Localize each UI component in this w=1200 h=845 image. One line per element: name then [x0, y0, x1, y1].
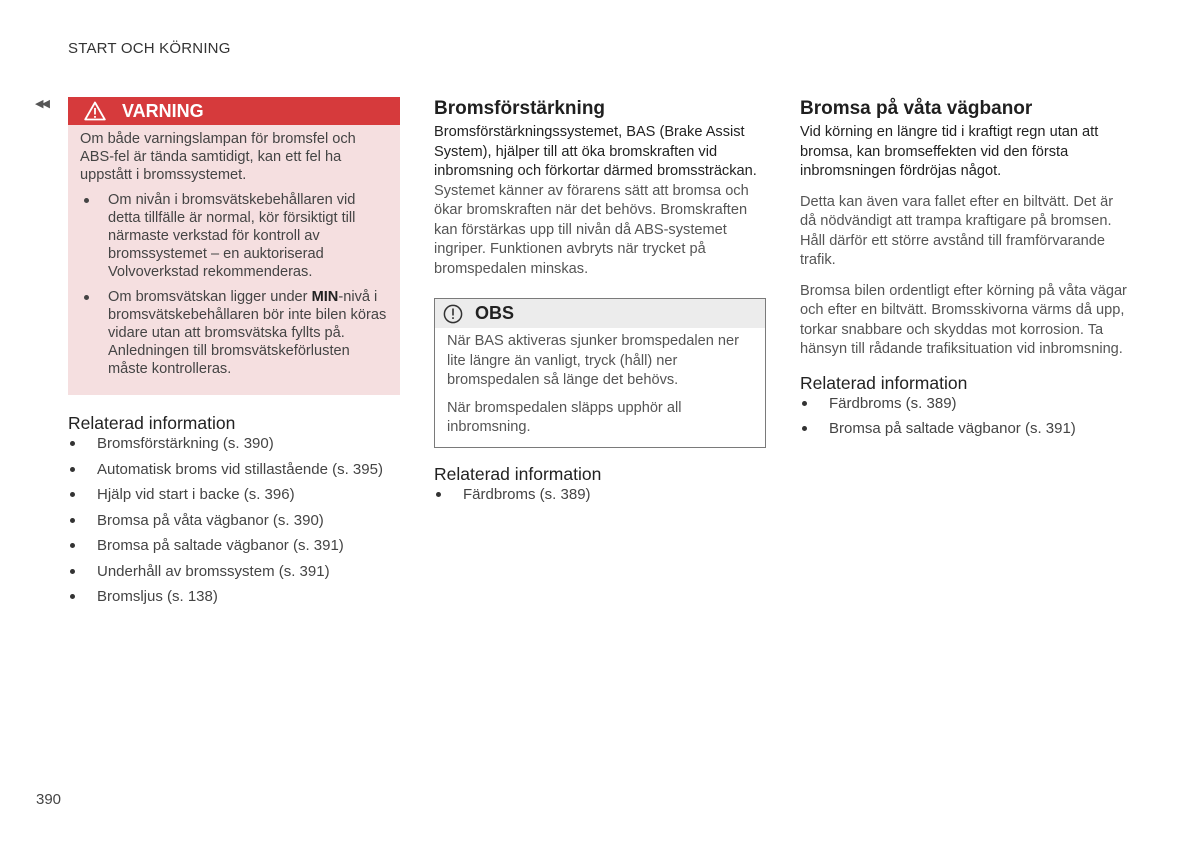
section-paragraph: Detta kan även vara fallet efter en biltvätt. Det är då nödvändigt att trampa kraftigare på bromsen. Håll därför ett större avstånd till framförvarande trafik.: [800, 193, 1114, 268]
column-right: [800, 97, 1130, 445]
warning-list-item: Om nivån i bromsvätskebehållaren vid detta tillfälle är normal, kör försiktigt till närmaste verkstad för kontroll av bromssystemet – en auktoriserad Volvoverkstad rekommenderas.: [80, 191, 388, 281]
section-paragraph: Systemet känner av förarens sätt att bromsa och ökar bromskraften när det behövs. Bromskraften kan förstärkas upp till nivån då ABS-systemet ingriper. Funktionen avbryts när trycket på bromspedalen minskas.: [434, 182, 749, 277]
column-left: [68, 97, 400, 613]
warning-header: [68, 97, 400, 125]
page-number: 390: [36, 791, 62, 808]
related-info-list: [434, 485, 766, 511]
related-link[interactable]: Hjälp vid start i backe (s. 396): [68, 485, 400, 511]
section-lead: Vid körning en längre tid i kraftigt regn utan att bromsa, kan bromseffekten vid den första inbromsningen fördröjas något.: [800, 124, 1099, 179]
warning-body: [68, 125, 400, 395]
related-link[interactable]: Bromsa på våta vägbanor (s. 390): [68, 511, 400, 537]
min-level-label: MIN: [311, 289, 339, 305]
related-link[interactable]: Färdbroms (s. 389): [800, 394, 1130, 420]
related-link[interactable]: Automatisk broms vid stillastående (s. 395): [68, 460, 400, 486]
related-info-heading: Relaterad information: [434, 463, 602, 484]
related-link[interactable]: Bromsförstärkning (s. 390): [68, 434, 400, 460]
column-middle: [434, 97, 766, 510]
related-link[interactable]: Färdbroms (s. 389): [434, 485, 766, 511]
warning-list-item: [80, 288, 388, 378]
related-link[interactable]: Bromsa på saltade vägbanor (s. 391): [800, 419, 1130, 445]
related-link[interactable]: Underhåll av bromssystem (s. 391): [68, 562, 400, 588]
warning-box: [68, 97, 400, 395]
related-info-list: [800, 394, 1130, 445]
page-header: START OCH KÖRNING: [68, 40, 231, 57]
related-info-heading: Relaterad information: [68, 413, 236, 433]
warning-text: -nivå i bromsvätskebehållaren bör inte bilen köras vidare utan att bromsvätska fyllts på. Anledningen till bromsvätskeförlusten måste kontrolleras.: [108, 289, 387, 377]
info-icon: [443, 304, 463, 324]
related-info-heading: Relaterad information: [800, 372, 968, 393]
warning-text: Om bromsvätskan ligger under: [108, 289, 312, 305]
related-link[interactable]: Bromsa på saltade vägbanor (s. 391): [68, 536, 400, 562]
previous-page-icon[interactable]: ◀◀: [35, 98, 48, 110]
section-lead: Bromsförstärkningssystemet, BAS (Brake Assist System), hjälper till att öka bromskraften vid inbromsning och förkortar därmed bromssträckan.: [434, 124, 757, 179]
warning-triangle-icon: [84, 101, 106, 121]
obs-paragraph: När BAS aktiveras sjunker bromspedalen ner lite längre än vanligt, tryck (håll) ner bromspedalen så länge det behövs.: [447, 333, 740, 388]
warning-list: [80, 191, 388, 378]
related-info-list: [68, 434, 400, 613]
related-link[interactable]: Bromsljus (s. 138): [68, 587, 400, 613]
section-title: Bromsa på våta vägbanor: [800, 98, 1033, 119]
obs-header: [435, 299, 765, 328]
warning-title: VARNING: [122, 100, 204, 121]
warning-intro: Om både varningslampan för bromsfel och ABS-fel är tända samtidigt, kan ett fel ha uppstått i bromssystemet.: [80, 131, 356, 183]
section-title: Bromsförstärkning: [434, 98, 606, 119]
section-paragraph: Bromsa bilen ordentligt efter körning på våta vägar och efter en biltvätt. Bromsskivorna värms då upp, torkar snabbare och skyddas mot korrosion. Ta hänsyn till rådande trafiksituation vid inbromsning.: [800, 282, 1127, 357]
obs-paragraph: När bromspedalen släpps upphör all inbromsning.: [447, 399, 682, 435]
obs-box: [434, 298, 766, 448]
obs-body: [435, 328, 765, 447]
obs-title: OBS: [475, 303, 515, 323]
